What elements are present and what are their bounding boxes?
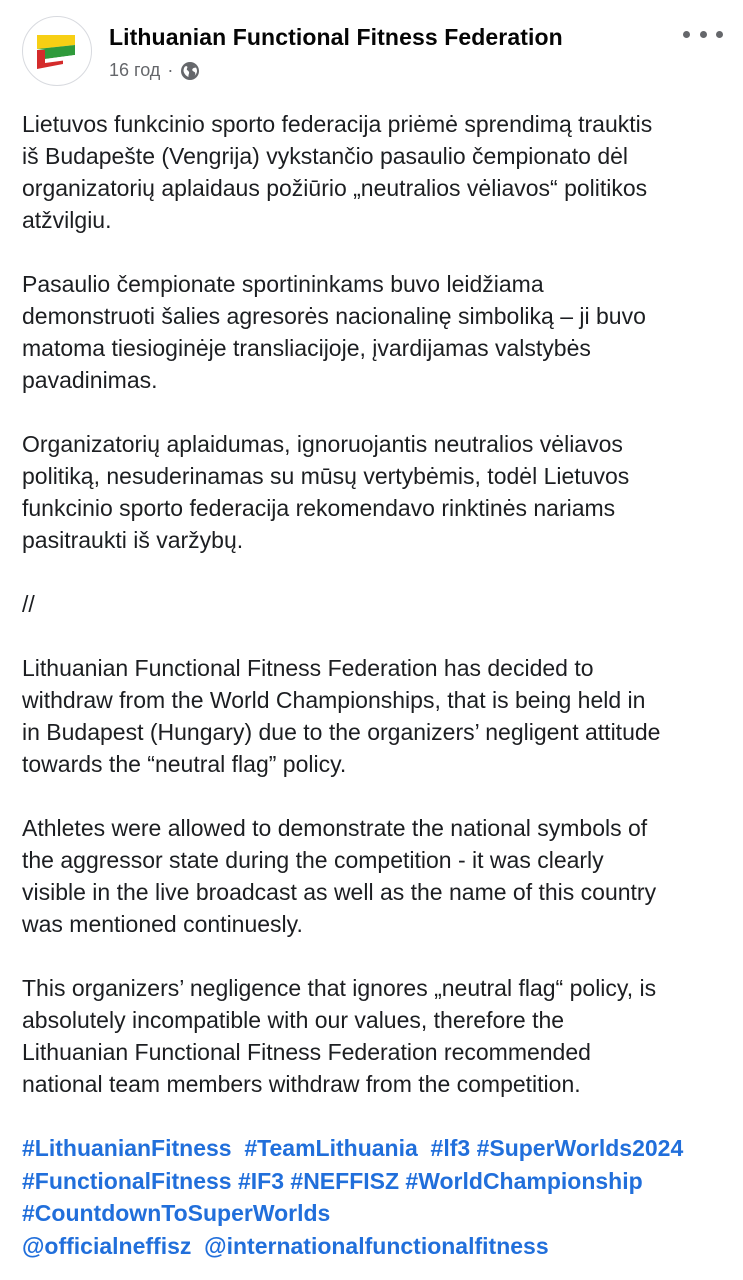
- hashtag-link[interactable]: #lf3: [430, 1135, 471, 1161]
- page-avatar[interactable]: [22, 16, 92, 86]
- mention-line: [22, 1230, 722, 1263]
- hashtag-link[interactable]: #CountdownToSuperWorlds: [22, 1200, 331, 1226]
- hashtag-link[interactable]: #WorldChampionship: [405, 1167, 643, 1194]
- page-name[interactable]: Lithuanian Functional Fitness Federation: [109, 24, 563, 50]
- hashtag-block: [22, 1132, 722, 1262]
- post-paragraph-6: This organizers’ negligence that ignores „neutral flag“ policy, is absolutely incompatible with our values, therefore the Lithuanian Functional Fitness Federation recommended national team members withdraw from the competition.: [22, 975, 657, 1097]
- hashtag-link[interactable]: #NEFFISZ: [290, 1167, 400, 1194]
- post-paragraph-2: Pasaulio čempionate sportininkams buvo leidžiama demonstruoti šalies agresorės nacionalinę simboliką – ji buvo matoma tiesioginėje transliacijoje, įvardijamas valstybės pavadinimas.: [22, 271, 646, 393]
- post-body: [22, 108, 722, 1262]
- post-header: [20, 14, 723, 90]
- post-paragraph-1: Lietuvos funkcinio sporto federacija priėmė sprendimą trauktis iš Budapešte (Vengrija) vykstančio pasaulio čempionato dėl organizatorių aplaidaus požiūrio „neutralios vėliavos“ politikos atžvilgiu.: [22, 111, 653, 233]
- hashtag-link[interactable]: #SuperWorlds2024: [476, 1135, 684, 1161]
- hashtag-line: [22, 1197, 722, 1230]
- more-dot: [716, 31, 723, 38]
- hashtag-line: [22, 1132, 722, 1165]
- mention-link[interactable]: @internationalfunctionalfitness: [204, 1232, 549, 1259]
- post-paragraph-separator: //: [22, 591, 35, 617]
- hashtag-link[interactable]: #LithuanianFitness: [22, 1135, 232, 1161]
- more-dot: [700, 31, 707, 38]
- hashtag-line: [22, 1165, 722, 1198]
- post-paragraph-5: Athletes were allowed to demonstrate the national symbols of the aggressor state during the competition - it was clearly visible in the live broadcast as well as the name of this country was mentioned continuesly.: [22, 815, 657, 937]
- globe-icon[interactable]: [180, 61, 200, 81]
- post-paragraph-3: Organizatorių aplaidumas, ignoruojantis neutralios vėliavos politiką, nesuderinamas su mūsų vertybėmis, todėl Lietuvos funkcinio sporto federacija rekomendavo rinktinės nariams pasitraukti iš varžybų.: [22, 431, 630, 553]
- federation-logo-icon: [23, 17, 91, 85]
- post-paragraph-4: Lithuanian Functional Fitness Federation has decided to withdraw from the World Championships, that is being held in in Budapest (Hungary) due to the organizers’ negligent attitude towards the “neutral flag” policy.: [22, 655, 661, 777]
- meta-separator: ·: [167, 60, 174, 80]
- post-timestamp[interactable]: 16 год: [109, 60, 161, 80]
- more-options-button[interactable]: [683, 22, 723, 46]
- post-meta: [109, 60, 200, 81]
- hashtag-link[interactable]: #FunctionalFitness: [22, 1167, 232, 1194]
- more-dot: [683, 31, 690, 38]
- hashtag-link[interactable]: #IF3: [237, 1167, 285, 1194]
- mention-link[interactable]: @officialneffisz: [22, 1232, 192, 1259]
- hashtag-link[interactable]: #TeamLithuania: [244, 1135, 418, 1161]
